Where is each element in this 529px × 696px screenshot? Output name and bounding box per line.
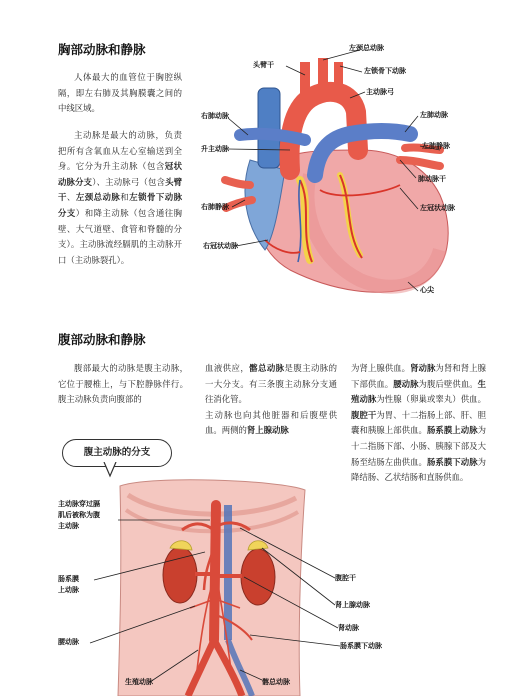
label-ascending-aorta: 升主动脉 (201, 145, 229, 153)
label-abdominal-aorta-note: 主动脉穿过膈 肌后被称为腹 主动脉 (58, 500, 100, 530)
label-left-subclavian: 左锁骨下动脉 (364, 67, 406, 75)
section-title-thorax: 胸部动脉和静脉 (58, 42, 146, 57)
label-left-pulmonary-artery: 左肺动脉 (420, 111, 448, 119)
label-suprarenal-arteries: 肾上腺动脉 (335, 601, 370, 609)
label-apex: 心尖 (420, 286, 434, 294)
label-right-coronary-artery: 右冠状动脉 (203, 242, 238, 250)
label-common-iliac-artery: 髂总动脉 (262, 678, 290, 686)
thorax-paragraph-1: 人体最大的血管位于胸腔纵隔，即左右肺及其胸膜囊之间的中线区域。 (58, 72, 182, 114)
label-left-pulmonary-vein: 左肺静脉 (422, 142, 450, 150)
abdominal-aorta-branches-bubble: 腹主动脉的分支 (62, 439, 172, 467)
label-aortic-arch: 主动脉弓 (366, 88, 394, 96)
label-superior-mesenteric-artery: 肠系膜 上动脉 (58, 575, 79, 594)
label-pulmonary-trunk: 肺动脉干 (418, 175, 446, 183)
abdomen-text-column-3: 为肾上腺供血。肾动脉为肾和肾上腺下部供血。腰动脉为腹后壁供血。生殖动脉为性腺（卵巢或睾丸）供血。腹腔干为胃、十二指肠上部、肝、胆囊和胰腺上部供血。肠系膜上动脉为十二指肠下部、小肠、胰腺下部及大肠至结肠左曲供血。肠系膜下动脉为降结肠、乙状结肠和直肠供血。 (351, 363, 487, 483)
label-brachiocephalic-trunk: 头臂干 (253, 61, 274, 69)
label-right-pulmonary-artery: 右肺动脉 (201, 112, 229, 120)
label-left-common-carotid: 左颈总动脉 (349, 44, 384, 52)
section-title-abdomen: 腹部动脉和静脉 (58, 332, 146, 347)
label-inferior-mesenteric-artery: 肠系膜下动脉 (340, 642, 382, 650)
label-left-coronary-artery: 左冠状动脉 (420, 204, 455, 212)
label-gonadal-arteries: 生殖动脉 (125, 678, 153, 686)
abdomen-text-column-2: 血液供应，髂总动脉是腹主动脉的一大分支。有三条腹主动脉分支通往消化管。 主动脉也向其他脏器和后腹壁供血。两侧的肾上腺动脉 (205, 363, 338, 436)
abdomen-text-column-1: 腹部最大的动脉是腹主动脉，它位于腰椎上，与下腔静脉伴行。腹主动脉负责向腹部的 (58, 363, 188, 405)
label-lumbar-arteries: 腰动脉 (58, 638, 79, 646)
thorax-paragraph-2: 主动脉是最大的动脉，负责把所有含氧血从左心室输送到全身。它分为升主动脉（包含冠状动脉分支）、主动脉弓（包含头臂干、左颈总动脉和左锁骨下动脉分支）和降主动脉（包含通往胸壁、大气道壁、食管和脊髓的分支）。主动脉流经膈肌的主动脉开口（主动脉裂孔）。 (58, 130, 183, 265)
label-celiac-trunk: 腹腔干 (335, 574, 356, 582)
label-right-pulmonary-vein: 右肺静脉 (201, 203, 229, 211)
label-renal-arteries: 肾动脉 (338, 624, 359, 632)
